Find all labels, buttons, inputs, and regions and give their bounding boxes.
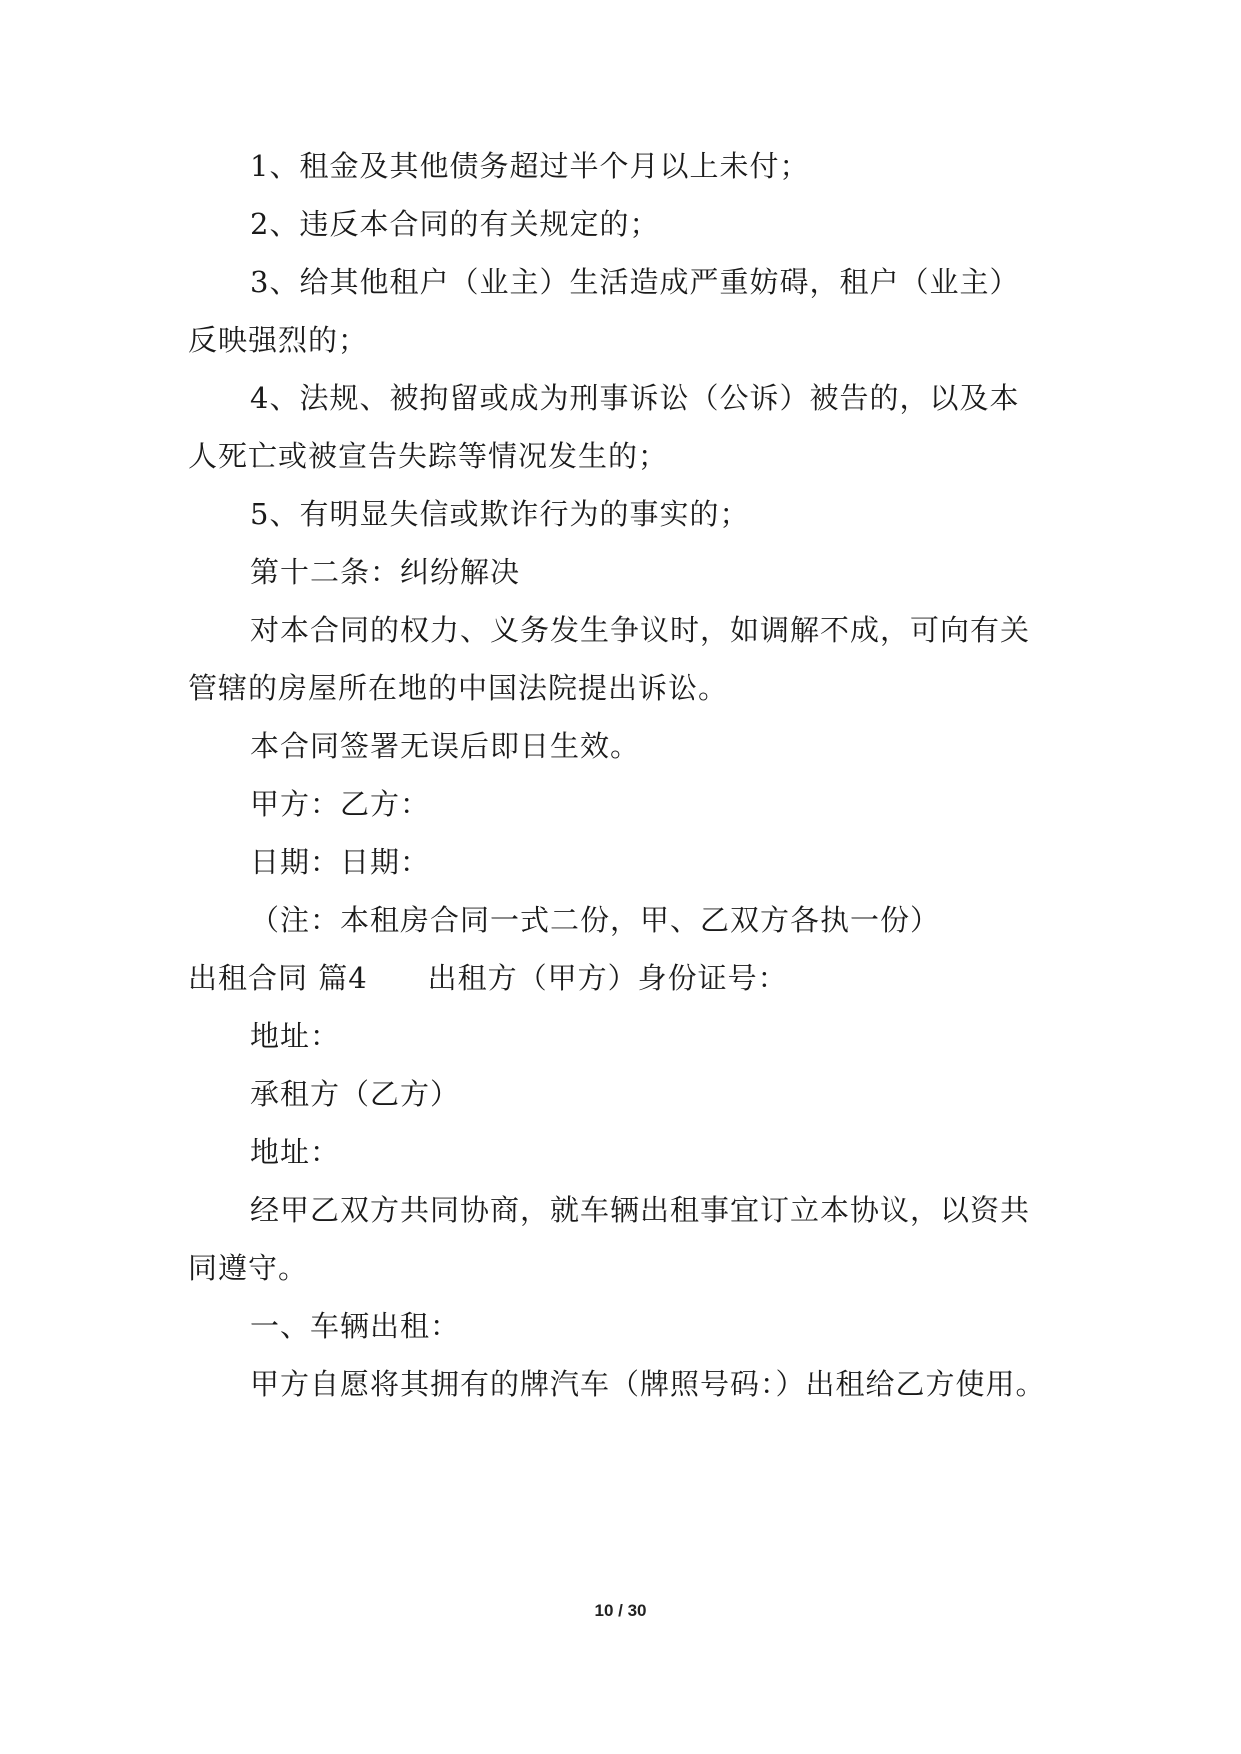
clause-2-line: 2、违反本合同的有关规定的；	[250, 207, 660, 241]
lessor-address-line: 地址：	[250, 1019, 341, 1053]
dispute-paragraph-continuation: 管辖的房屋所在地的中国法院提出诉讼。	[188, 671, 729, 705]
agreement-intro-line: 经甲乙双方共同协商，就车辆出租事宜订立本协议，以资共	[250, 1193, 1031, 1227]
section-title: 出租合同 篇4	[188, 961, 368, 995]
clause-5-line: 5、有明显失信或欺诈行为的事实的；	[250, 497, 750, 531]
date-signature-line: 日期：日期：	[250, 845, 431, 879]
lessee-address-line: 地址：	[250, 1135, 341, 1169]
clause-4-continuation: 人死亡或被宣告失踪等情况发生的；	[188, 439, 669, 473]
clause-3-line: 3、给其他租户（业主）生活造成严重妨碍，租户（业主）	[250, 265, 1020, 299]
clause-1-line: 1、租金及其他债务超过半个月以上未付；	[250, 149, 810, 183]
page-number: 10 / 30	[594, 1601, 647, 1620]
effective-statement: 本合同签署无误后即日生效。	[250, 729, 641, 763]
vehicle-rental-paragraph: 甲方自愿将其拥有的牌汽车（牌照号码：）出租给乙方使用。	[250, 1367, 1046, 1401]
section-heading	[188, 958, 788, 998]
article-12-heading: 第十二条：纠纷解决	[250, 555, 521, 589]
clause-4-line: 4、法规、被拘留或成为刑事诉讼（公诉）被告的，以及本	[250, 381, 1020, 415]
copies-note: （注：本租房合同一式二份，甲、乙双方各执一份）	[250, 903, 941, 937]
clause-3-continuation: 反映强烈的；	[188, 323, 369, 357]
lessee-line: 承租方（乙方）	[250, 1077, 461, 1111]
dispute-paragraph-line: 对本合同的权力、义务发生争议时，如调解不成，可向有关	[250, 613, 1031, 647]
party-signature-line: 甲方：乙方：	[250, 787, 431, 821]
agreement-intro-continuation: 同遵守。	[188, 1251, 309, 1285]
vehicle-rental-heading: 一、车辆出租：	[250, 1309, 461, 1343]
section-subtitle: 出租方（甲方）身份证号：	[427, 961, 788, 995]
